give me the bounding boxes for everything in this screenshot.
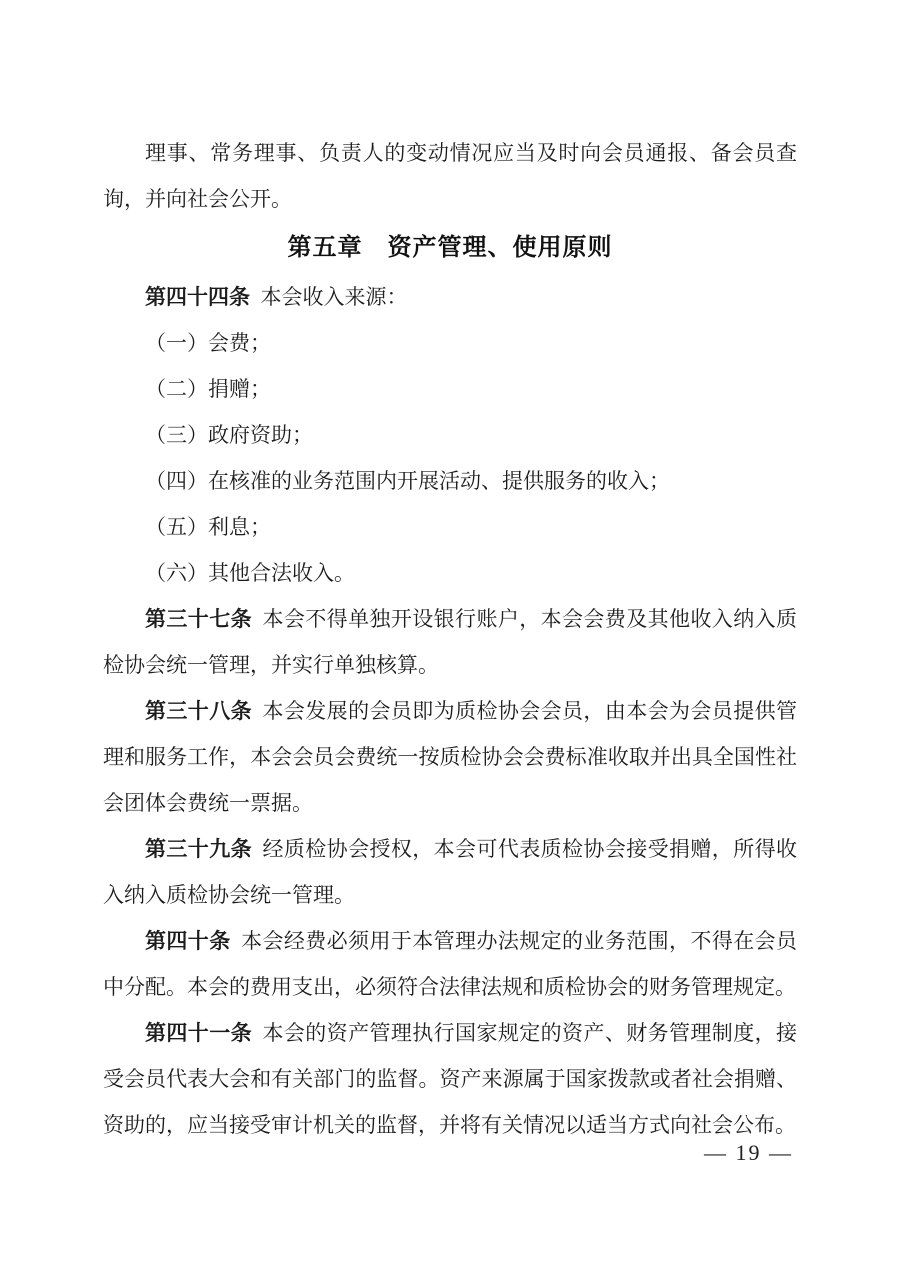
chapter-heading: 第五章 资产管理、使用原则 (287, 234, 613, 261)
article-41-label: 第四十一条 (145, 1021, 252, 1045)
article-38-label: 第三十八条 (145, 699, 252, 723)
article-39-label: 第三十九条 (145, 837, 252, 861)
article-39 (103, 826, 797, 918)
article-39-text: 经质检协会授权，本会可代表质检协会接受捐赠，所得收入纳入质检协会统一管理。 (103, 837, 797, 907)
article-41 (103, 1010, 797, 1148)
income-item-4: （四）在核准的业务范围内开展活动、提供服务的收入； (145, 469, 670, 493)
income-item-6: （六）其他合法收入。 (145, 561, 355, 585)
article-37-text: 本会不得单独开设银行账户，本会会费及其他收入纳入质检协会统一管理，并实行单独核算。 (103, 607, 797, 677)
article-41-text: 本会的资产管理执行国家规定的资产、财务管理制度，接受会员代表大会和有关部门的监督。资产来源属于国家拨款或者社会捐赠、资助的，应当接受审计机关的监督，并将有关情况以适当方式向社会公布。 (103, 1021, 797, 1137)
article-38 (103, 688, 797, 826)
page-number: — 19 — (704, 1140, 793, 1165)
paragraph-intro: 理事、常务理事、负责人的变动情况应当及时向会员通报、备会员查询，并向社会公开。 (103, 141, 797, 211)
article-37 (103, 596, 797, 688)
income-item-5: （五）利息； (145, 515, 271, 539)
article-44 (103, 274, 797, 320)
income-item-3: （三）政府资助； (145, 423, 313, 447)
article-44-text: 本会收入来源： (260, 285, 408, 309)
article-40-label: 第四十条 (145, 929, 231, 953)
article-44-label: 第四十四条 (145, 285, 250, 309)
document-content (103, 130, 797, 1148)
income-item-1: （一）会费； (145, 331, 271, 355)
article-40-text: 本会经费必须用于本管理办法规定的业务范围，不得在会员中分配。本会的费用支出，必须符合法律法规和质检协会的财务管理规定。 (103, 929, 798, 999)
article-38-text: 本会发展的会员即为质检协会会员，由本会为会员提供管理和服务工作，本会会员会费统一按质检协会会费标准收取并出具全国性社会团体会费统一票据。 (103, 699, 797, 815)
article-40 (103, 918, 797, 1010)
income-item-2: （二）捐赠； (145, 377, 271, 401)
article-37-label: 第三十七条 (145, 607, 252, 631)
